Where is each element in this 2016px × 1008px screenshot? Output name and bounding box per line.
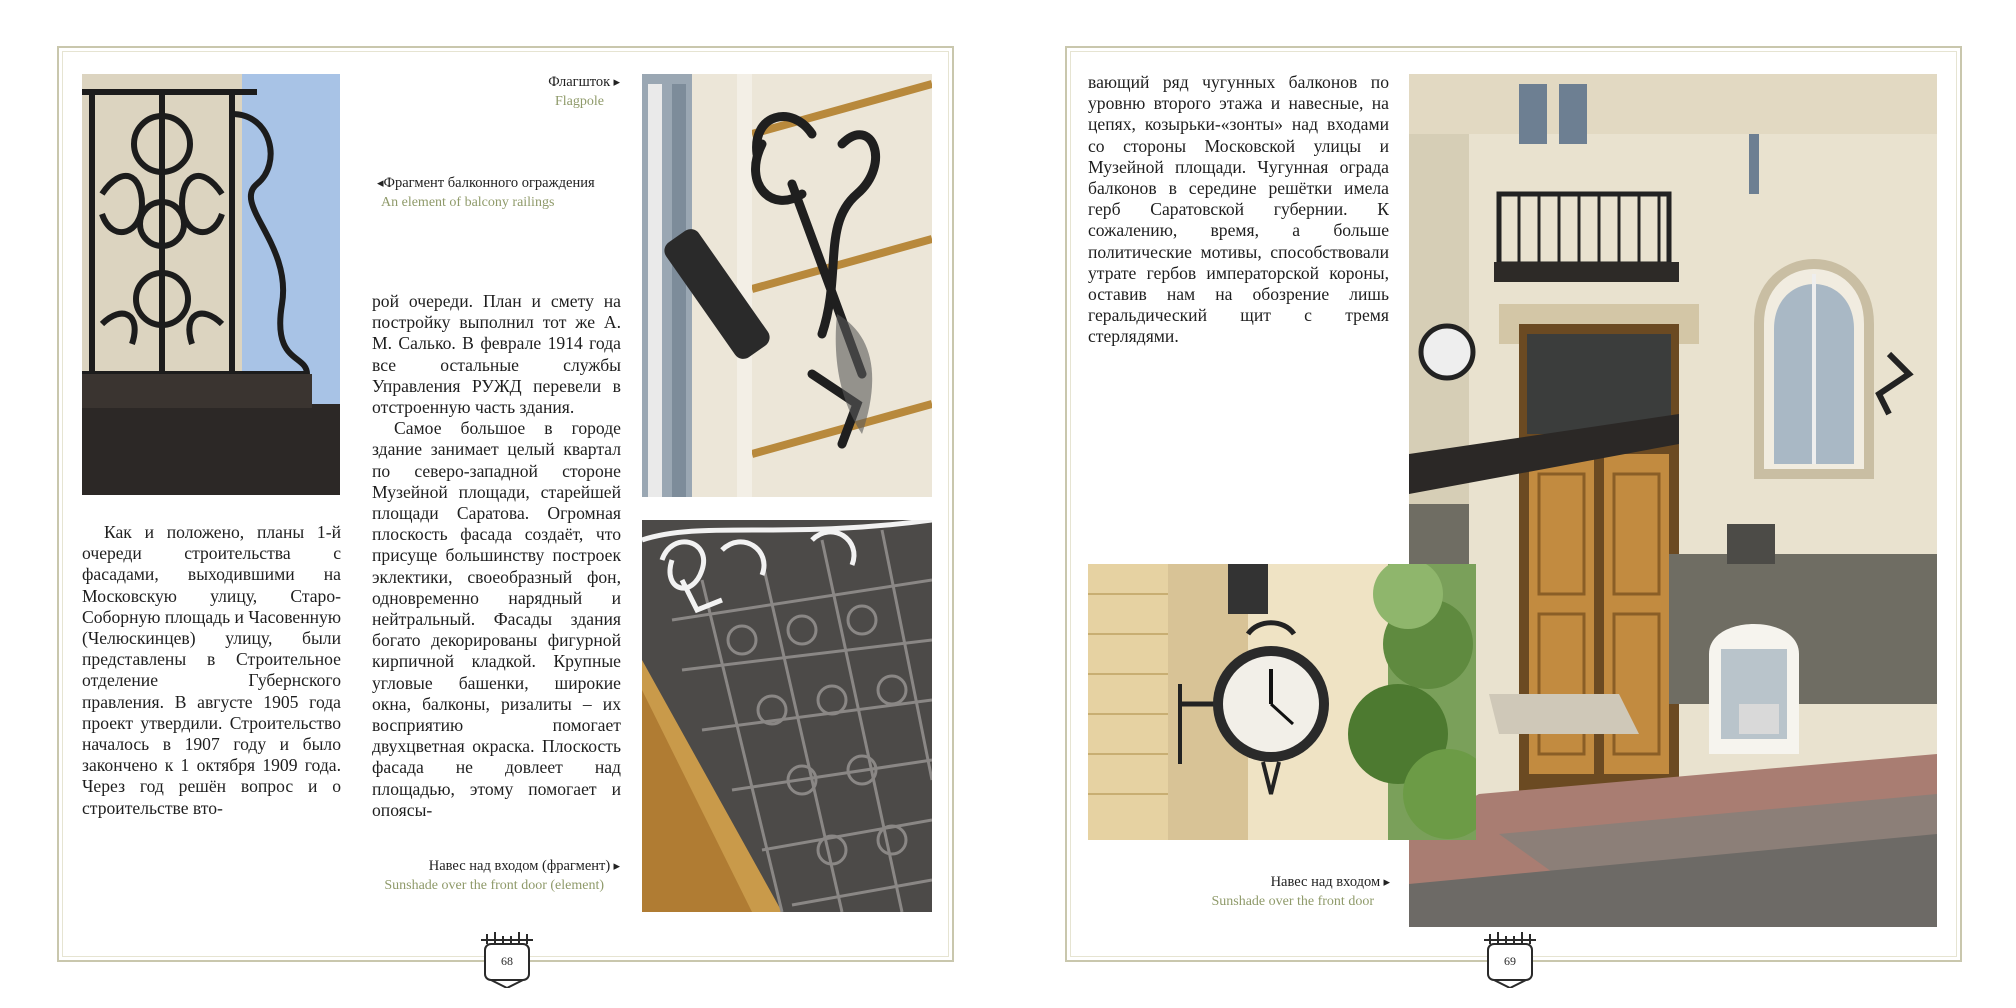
sunshade-caption [340,856,620,896]
body-paragraph: рой очереди. План и смету на постройку выполнил тот же А. М. Салько. В феврале 1914 года все остальные службы Управления РУЖД перевели в отстроенную часть здания. [372,291,621,418]
balcony-caption-en: An element of balcony railings [381,195,555,210]
sunshade-caption-en: Sunshade over the front door (element) [384,878,604,893]
right-text-column [1088,72,1389,348]
building-entrance-photo [1409,74,1937,927]
left-text-column-1 [82,522,341,819]
sunshade-caption-ru: Навес над входом (фрагмент) ▸ [340,856,620,876]
body-paragraph: Как и положено, планы 1-й очереди строительства с фасадами, выходившими на Московскую улицу, Старо-Соборную площадь и Часовенную (Челюскинцев) улицу, были представлены в Строительное отделение Губернского правления. В августе 1905 года проект утвердили. Строительство началось в 1907 году и было закончено к 1 октября 1909 года. Через год решён вопрос и о строительстве вто- [82,522,342,818]
flagpole-caption-ru: Флагшток ▸ [460,72,620,92]
page-number: 68 [501,954,513,968]
body-paragraph: Самое большое в городе здание занимает целый квартал по северо-западной стороне Музейной площади, старейшей площади Саратова. Огромная плоскость фасада создаёт, что присуще большинству построек эклектики, своеобразный фон, одновременно нарядный и нейтральный. Фасады здания богато декорированы фигурной кирпичной кладкой. Крупные угловые башенки, широкие окна, балконы, ризалиты – их восприятию помогает двухцветная окраска. Плоскость фасада не довлеет над площадью, этому помогает и опоясы- [372,418,621,820]
body-paragraph: вающий ряд чугунных балконов по уровню второго этажа и навесные, на цепях, козырьки-«зонты» над входами со стороны Московской улицы и Музейной площади. Чугунная ограда балконов в середине решётки имела герб Саратовской губернии. К сожалению, время, а больше политические мотивы, способствовали утрате гербов императорской короны, оставив нам на обозрение лишь геральдический щит с тремя стерлядями. [1088,72,1389,347]
front-door-caption-en: Sunshade over the front door [1211,894,1374,909]
flagpole-caption [460,72,620,112]
balcony-caption-ru: ◂ Фрагмент балконного ограждения [377,173,637,193]
clock-photo [1088,564,1476,840]
flagpole-photo [642,74,932,497]
page-number: 69 [1504,954,1516,968]
front-door-caption [1150,872,1390,912]
balcony-caption [377,173,637,213]
flagpole-caption-en: Flagpole [555,94,604,109]
left-text-column-2 [372,291,621,821]
page-number-ornament-right [1480,930,1540,988]
front-door-caption-ru: Навес над входом ▸ [1150,872,1390,892]
balcony-railing-photo [82,74,340,495]
sunshade-photo [642,520,932,912]
page-number-ornament-left [477,930,537,988]
